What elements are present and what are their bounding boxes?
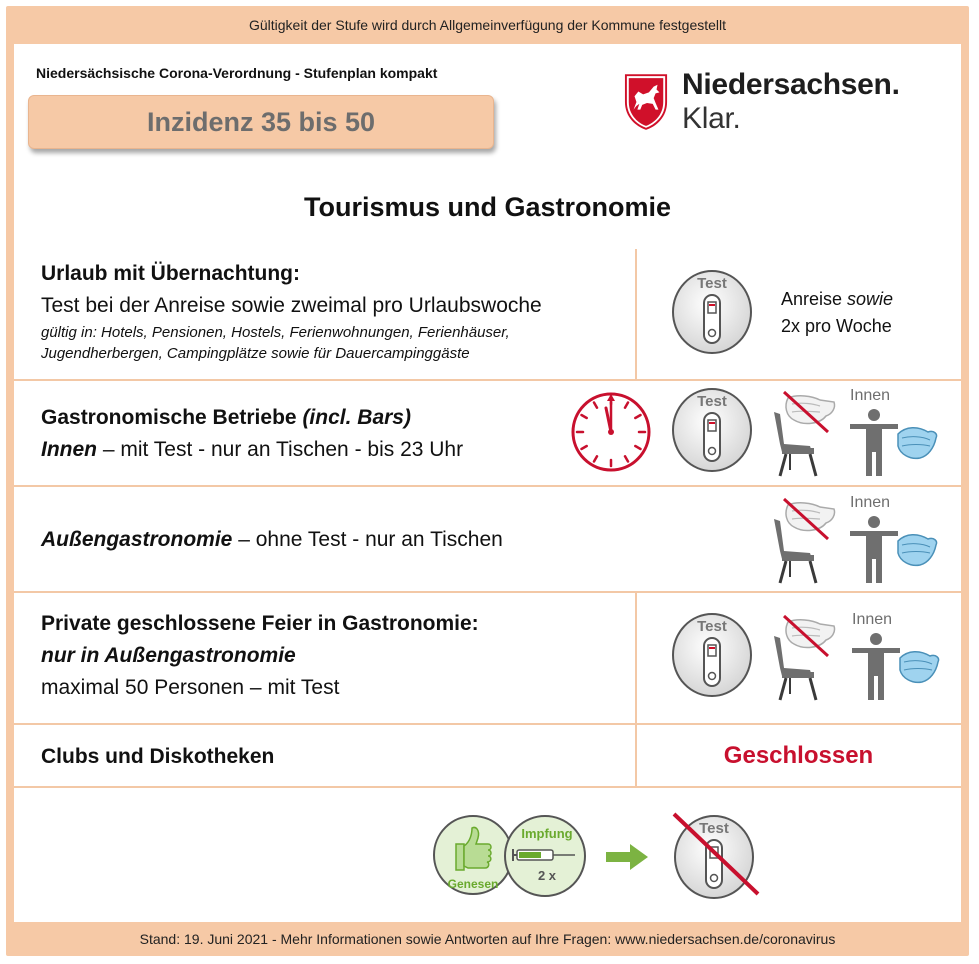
validity-note: Gültigkeit der Stufe wird durch Allgemeinverfügung der Kommune festgestellt: [248, 17, 727, 33]
incidence-badge: [28, 95, 494, 149]
arrow-right-icon: [606, 844, 648, 875]
gastro-heading-note: (incl. Bars): [302, 406, 411, 429]
document-subtitle: Niedersächsische Corona-Verordnung - Stufenplan kompakt: [36, 65, 438, 81]
no-mask-at-table-icon: [768, 614, 838, 707]
innen-label: Innen: [852, 611, 893, 628]
no-mask-at-table-icon: [768, 390, 838, 483]
row-divider: [14, 591, 961, 593]
no-test-required-icon: [668, 810, 764, 905]
aussen-heading: Außengastronomie: [41, 528, 233, 551]
logo-name-bold: Niedersachsen.: [682, 68, 900, 101]
person-with-mask-icon: [848, 515, 940, 590]
niedersachsen-logo: [624, 70, 954, 134]
person-with-mask-icon: [848, 408, 940, 483]
lower-saxony-crest-icon: [624, 72, 668, 132]
page-title: Tourismus und Gastronomie: [303, 192, 672, 222]
test-icon-label: Test: [699, 820, 729, 837]
logo-wordmark: [682, 68, 954, 136]
gastro-rule: – mit Test - nur an Tischen - bis 23 Uhr: [102, 438, 464, 461]
impfung-label: Impfung: [521, 826, 573, 841]
urlaub-side-frequency: 2x pro Woche: [781, 316, 892, 336]
row-divider: [14, 485, 961, 487]
footer-bar: [6, 922, 969, 956]
row-divider: [14, 379, 961, 381]
test-icon: [671, 269, 753, 360]
urlaub-note-1: gültig in: Hotels, Pensionen, Hostels, Ferienwohnungen, Ferienhäuser,: [41, 324, 510, 341]
test-icon-label: Test: [697, 618, 727, 635]
incidence-badge-label: Inzidenz 35 bis 50: [146, 106, 376, 137]
feier-heading: Private geschlossene Feier in Gastronomie:: [41, 612, 479, 635]
clubs-heading: Clubs und Diskotheken: [41, 745, 275, 768]
aussen-section: [41, 528, 503, 552]
row-divider: [14, 786, 961, 788]
urlaub-side-anreise: Anreise: [781, 289, 843, 309]
clubs-status: Geschlossen: [723, 742, 874, 769]
innen-label: Innen: [850, 387, 891, 404]
test-icon: [671, 387, 753, 478]
urlaub-heading: Urlaub mit Übernachtung:: [41, 262, 301, 285]
urlaub-side-note: [781, 289, 893, 337]
page-frame: [6, 6, 969, 956]
test-icon-label: Test: [697, 275, 727, 292]
row-divider: [14, 723, 961, 725]
validity-bar: [6, 6, 969, 44]
gastro-innen: Innen: [41, 438, 97, 461]
footer-text: Stand: 19. Juni 2021 - Mehr Informationen sowie Antworten auf Ihre Fragen: www.niedersachsen.de/coronavirus: [139, 931, 836, 947]
urlaub-rule: Test bei der Anreise sowie zweimal pro Urlaubswoche: [41, 294, 542, 317]
feier-location: nur in Außengastronomie: [41, 644, 296, 667]
no-mask-at-table-icon: [768, 497, 838, 590]
urlaub-section: [41, 262, 542, 362]
gastro-section: [41, 406, 463, 462]
test-icon-label: Test: [697, 393, 727, 410]
test-icon: [671, 612, 753, 703]
logo-name-light: Klar.: [682, 102, 741, 135]
innen-label: Innen: [850, 494, 891, 511]
aussen-rule: – ohne Test - nur an Tischen: [238, 528, 503, 551]
person-with-mask-icon: [850, 632, 942, 707]
feier-limit: maximal 50 Personen – mit Test: [41, 676, 340, 699]
content-panel: [14, 44, 961, 922]
urlaub-side-sowie: sowie: [847, 289, 894, 309]
vaccination-icon: [503, 814, 587, 903]
gastro-heading: Gastronomische Betriebe: [41, 406, 297, 429]
clock-icon: [569, 390, 653, 479]
urlaub-note-2: Jugendherbergen, Campingplätze sowie für Dauercampinggäste: [41, 345, 470, 362]
column-divider: [635, 249, 637, 379]
genesen-label: Genesen: [447, 877, 499, 891]
impfung-count: 2 x: [537, 868, 557, 883]
recovered-icon: [432, 814, 514, 901]
feier-section: [41, 612, 479, 700]
